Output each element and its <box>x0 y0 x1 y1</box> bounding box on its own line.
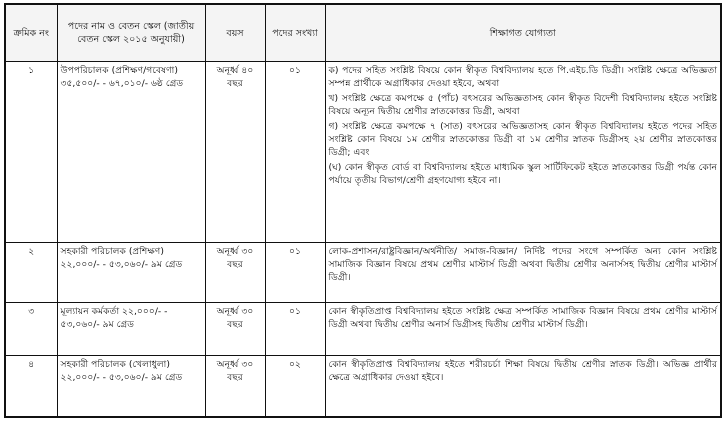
table-row <box>5 243 721 303</box>
row-count: ০১ <box>265 303 325 356</box>
row-post: সহকারী পরিচালক (খেলাধুলা) ২২,০০০/- - ৫৩,০৬০/- ৯ম গ্রেড <box>57 356 205 418</box>
row-post: সহকারী পরিচালক (প্রশিক্ষণ) ২২,০০০/- - ৫৩,০৬০/- ৯ম গ্রেড <box>57 243 205 303</box>
row-qualification: লোক-প্রশাসন/রাষ্ট্রবিজ্ঞান/অর্থনীতি/ সমাজ-বিজ্ঞান/ নির্দিষ্ট পদের সংগে সম্পর্কিত অন্য কোন সংশ্লিষ্ট সামাজিক বিজ্ঞান বিষয়ে প্রথম শ্রেণীর মাস্টার্স ডিগ্রী অথবা দ্বিতীয় শ্রেণীর অনার্সসহ দ্বিতীয় শ্রেণীর মাস্টার্স ডিগ্রী। <box>325 243 721 303</box>
qualification-item: গ) সংশ্লিষ্ট ক্ষেত্রে কমপক্ষে ৭ (সাত) বৎসরের অভিজ্ঞতাসহ কোন স্বীকৃত বিশ্ববিদ্যালয় হইতে পদের সহিত সংশ্লিষ্ট কোন বিষয়ে ১ম শ্রেণীর স্নাতকোত্তর ডিগ্রী বা ১ম শ্রেণীর স্নাতক ডিগ্রীসহ ২য় শ্রেণীর স্নাতকোত্তর ডিগ্রী; এবং <box>328 121 717 158</box>
row-serial: ২ <box>5 243 57 303</box>
row-qualification: কোন স্বীকৃতিপ্রাপ্ত বিশ্ববিদ্যালয় হইতে শরীরচর্চা শিক্ষা বিষয়ে দ্বিতীয় শ্রেণীর স্নাতক ডিগ্রী। অভিজ্ঞ প্রার্থীর ক্ষেত্রে অগ্রাধিকার দেওয়া হইবে। <box>325 356 721 418</box>
table-row <box>5 62 721 243</box>
header-qualification: শিক্ষাগত যোগ্যতা <box>325 4 721 62</box>
header-serial: ক্রমিক নং <box>5 4 57 62</box>
row-age: অনূর্ধ্ব ৩০ বছর <box>205 243 265 303</box>
header-age: বয়স <box>205 4 265 62</box>
header-row <box>5 4 721 62</box>
row-age: অনূর্ধ্ব ৩০ বছর <box>205 303 265 356</box>
row-age: অনূর্ধ্ব ৩০ বছর <box>205 356 265 418</box>
table-row <box>5 303 721 356</box>
row-post: মূল্যায়ন কর্মকর্তা ২২,০০০/- - ৫৩,০৬০/- ৯ম গ্রেড <box>57 303 205 356</box>
row-qualification <box>325 62 721 243</box>
row-serial: ৩ <box>5 303 57 356</box>
row-serial: ১ <box>5 62 57 243</box>
row-age: অনূর্ধ্ব ৪০ বছর <box>205 62 265 243</box>
header-count: পদের সংখ্যা <box>265 4 325 62</box>
qualification-item: (ঘ) কোন স্বীকৃত বোর্ড বা বিশ্ববিদ্যালয় হইতে মাধ্যমিক স্কুল সার্টিফিকেট হইতে স্নাতকোত্তর ডিগ্রী পর্যন্ত কোন পর্যায়ে তৃতীয় বিভাগ/শ্রেণী গ্রহণযোগ্য হইবে না। <box>328 162 717 186</box>
table-row <box>5 356 721 418</box>
row-count: ০১ <box>265 62 325 243</box>
row-count: ০১ <box>265 243 325 303</box>
qualification-table <box>4 3 722 418</box>
row-post: উপপরিচালক (প্রশিক্ষণ/গবেষণা) ৩৫,৫০০/- - ৬৭,০১০/- ৬ষ্ঠ গ্রেড <box>57 62 205 243</box>
row-count: ০২ <box>265 356 325 418</box>
row-qualification: কোন স্বীকৃতিপ্রাপ্ত বিশ্ববিদ্যালয় হইতে সংশ্লিষ্ট ক্ষেত্র সম্পর্কিত সামাজিক বিজ্ঞান বিষয়ে প্রথম শ্রেণীর মাস্টার্স ডিগ্রী অথবা দ্বিতীয় শ্রেণীর অনার্স ডিগ্রীসহ দ্বিতীয় শ্রেণীর মাস্টার্স ডিগ্রী। <box>325 303 721 356</box>
qualification-item: খ) সংশ্লিষ্ট ক্ষেত্রে কমপক্ষে ৫ (পাঁচ) বৎসরের অভিজ্ঞতাসহ কোন স্বীকৃত বিদেশী বিশ্ববিদ্যালয় হইতে সংশ্লিষ্ট বিষয়ে অন্যূন দ্বিতীয় শ্রেণীর স্নাতকোত্তর ডিগ্রী, অথবা <box>328 93 717 117</box>
qualification-item: ক) পদের সহিত সংশ্লিষ্ট বিষয়ে কোন স্বীকৃত বিশ্ববিদ্যালয় হতে পি.এইচ.ডি ডিগ্রী। সংশ্লিষ্ট ক্ষেত্রে অভিজ্ঞতা সম্পন্ন প্রার্থীকে অগ্রাধিকার দেওয়া হইবে, অথবা <box>328 65 717 89</box>
row-serial: ৪ <box>5 356 57 418</box>
header-post: পদের নাম ও বেতন স্কেল (জাতীয় বেতন স্কেল ২০১৫ অনুযায়ী) <box>57 4 205 62</box>
